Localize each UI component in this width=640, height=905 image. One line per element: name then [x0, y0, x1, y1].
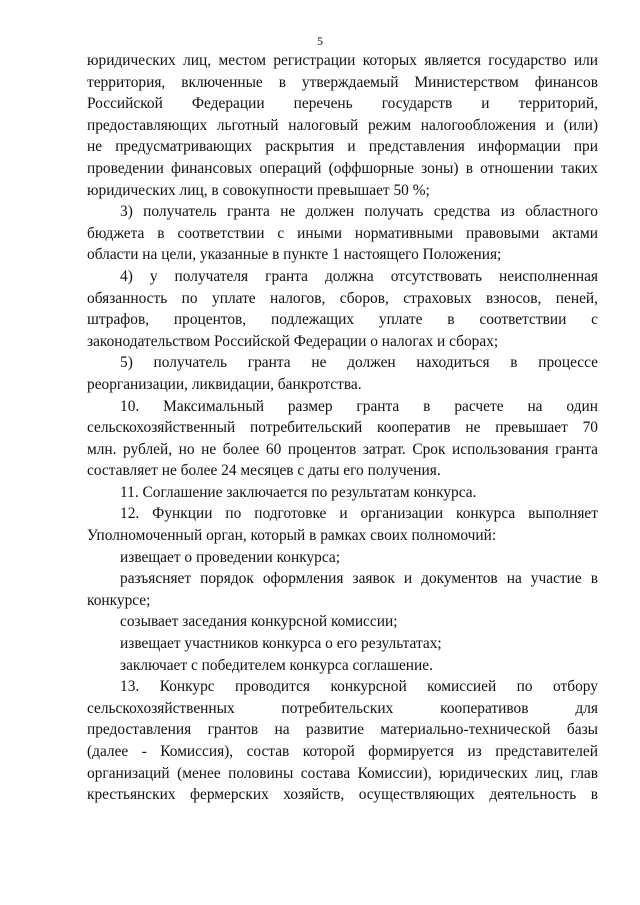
text-line: сельскохозяйственных потребительских кооперативов для	[87, 699, 598, 717]
text-line: предоставления грантов на развитие материально-технической базы	[87, 721, 598, 739]
text-line: сельскохозяйственный потребительский кооператив не превышает 70	[87, 419, 598, 437]
text-line: 11. Соглашение заключается по результатам конкурса.	[120, 483, 477, 501]
text-line: конкурсе;	[87, 591, 151, 609]
text-line: предоставляющих льготный налоговый режим налогообложения и (или)	[87, 116, 598, 134]
text-line: законодательством Российской Федерации о налогах и сборах;	[87, 332, 499, 350]
text-line: 10. Максимальный размер гранта в расчете на один	[120, 397, 598, 415]
text-line: крестьянских фермерских хозяйств, осуществляющих деятельность в	[87, 786, 598, 804]
text-line: 13. Конкурс проводится конкурсной комиссией по отбору	[120, 678, 598, 696]
document-body	[87, 50, 598, 806]
text-line: юридических лиц, местом регистрации которых является государство или	[87, 52, 598, 69]
text-line: извещает о проведении конкурса;	[120, 548, 341, 566]
text-line: извещает участников конкурса о его результатах;	[120, 635, 442, 653]
text-line: юридических лиц, в совокупности превышает 50 %;	[87, 181, 430, 199]
text-line: территория, включенные в утверждаемый Министерством финансов	[87, 73, 598, 91]
text-line: области на цели, указанные в пункте 1 настоящего Положения;	[87, 246, 502, 264]
text-line: не предусматривающих раскрытия и представления информации при	[87, 138, 598, 156]
text-line: заключает с победителем конкурса соглашение.	[120, 656, 433, 674]
text-line: проведении финансовых операций (оффшорные зоны) в отношении таких	[87, 159, 598, 177]
text-line: 4) у получателя гранта должна отсутствовать неисполненная	[120, 267, 598, 285]
text-line: млн. рублей, но не более 60 процентов затрат. Срок использования гранта	[87, 440, 598, 458]
text-line: 3) получатель гранта не должен получать средства из областного	[120, 203, 598, 221]
text-line: составляет не более 24 месяцев с даты его получения.	[87, 462, 441, 480]
text-line: Российской Федерации перечень государств и территорий,	[87, 95, 598, 113]
text-line: созывает заседания конкурсной комиссии;	[120, 613, 398, 631]
text-line: разъясняет порядок оформления заявок и документов на участие в	[120, 570, 598, 588]
text-line: (далее - Комиссия), состав которой формируется из представителей	[87, 743, 598, 760]
page-number: 5	[317, 34, 323, 48]
text-line: Уполномоченный орган, который в рамках своих полномочий:	[87, 527, 497, 545]
text-line: реорганизации, ликвидации, банкротства.	[87, 375, 362, 393]
text-line: бюджета в соответствии с иными нормативными правовыми актами	[87, 224, 598, 242]
text-line: штрафов, процентов, подлежащих уплате в соответствии с	[87, 311, 598, 329]
text-line: организаций (менее половины состава Комиссии), юридических лиц, глав	[87, 764, 598, 782]
text-line: обязанность по уплате налогов, сборов, страховых взносов, пеней,	[87, 289, 598, 307]
text-line: 12. Функции по подготовке и организации конкурса выполняет	[120, 505, 598, 523]
text-line: 5) получатель гранта не должен находиться в процессе	[120, 354, 598, 372]
